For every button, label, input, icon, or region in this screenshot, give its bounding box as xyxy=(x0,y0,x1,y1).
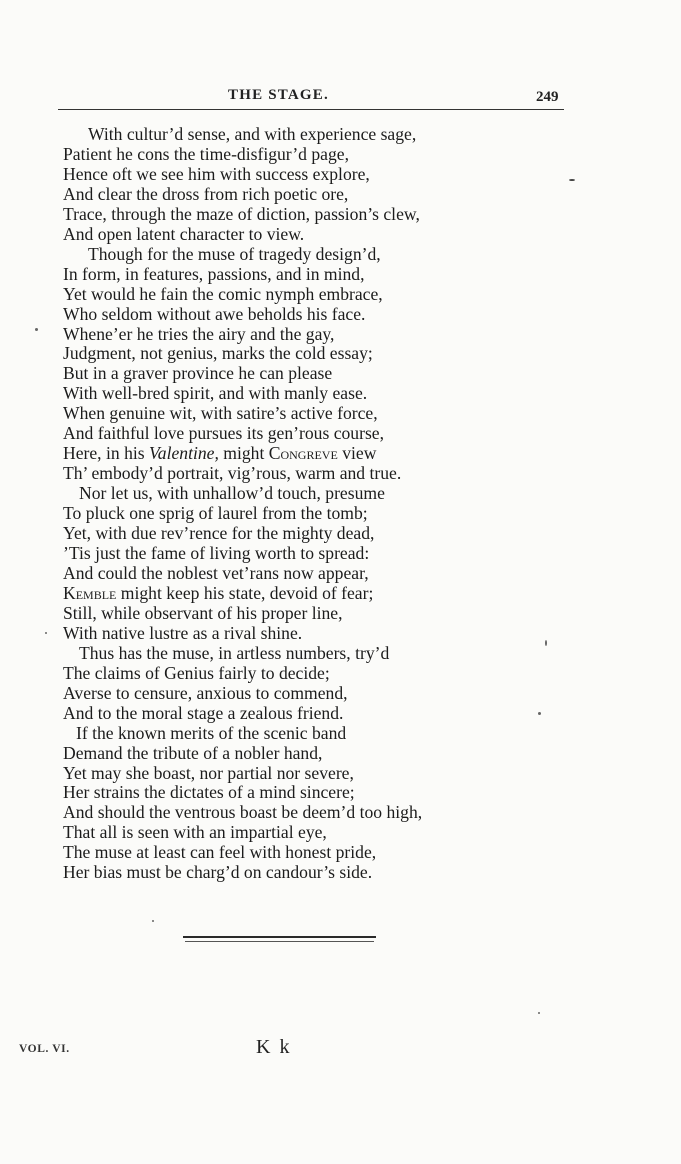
verse-line: Trace, through the maze of diction, passion’s clew, xyxy=(63,203,420,224)
verse-line: Nor let us, with unhallow’d touch, presume xyxy=(79,483,385,504)
name-congreve: Congreve xyxy=(268,443,338,464)
verse-line: With native lustre as a rival shine. xyxy=(63,622,303,643)
verse-line: And should the ventrous boast be deem’d too high, xyxy=(63,802,423,823)
closing-double-rule xyxy=(183,936,376,943)
verse-line: To pluck one sprig of laurel from the tomb; xyxy=(63,503,368,524)
verse-segment: view xyxy=(337,443,377,464)
verse-segment: might xyxy=(218,443,269,464)
verse-line: When genuine wit, with satire’s active force, xyxy=(63,403,378,424)
verse-line: If the known merits of the scenic band xyxy=(76,722,347,743)
verse-line: Thus has the muse, in artless numbers, try’d xyxy=(79,642,390,663)
verse-line-congreve xyxy=(63,444,523,464)
verse-line: Averse to censure, anxious to commend, xyxy=(63,682,348,703)
poem xyxy=(63,125,523,883)
verse-line: And faithful love pursues its gen’rous course, xyxy=(63,423,385,444)
verse-line: Still, while observant of his proper line, xyxy=(63,602,343,623)
verse-line: With well-bred spirit, and with manly ease. xyxy=(63,383,368,404)
verse-line-kemble xyxy=(63,584,523,604)
verse-line: The claims of Genius fairly to decide; xyxy=(63,662,330,683)
paper-speck xyxy=(538,712,541,715)
paper-speck xyxy=(569,179,575,181)
verse-line: Her strains the dictates of a mind sincere; xyxy=(63,782,355,803)
volume-mark: VOL. VI. xyxy=(19,1043,70,1055)
paper-speck xyxy=(152,920,154,922)
verse-line: Judgment, not genius, marks the cold essay; xyxy=(63,343,373,364)
header-rule xyxy=(58,109,564,110)
verse-line: Yet, with due rev’rence for the mighty dead, xyxy=(63,523,375,544)
verse-line: The muse at least can feel with honest pride, xyxy=(63,842,377,863)
verse-line: And could the noblest vet’rans now appear, xyxy=(63,562,369,583)
paper-speck xyxy=(545,640,547,646)
closing-rule-thin xyxy=(185,941,374,942)
play-title-valentine: Valentine, xyxy=(149,443,219,464)
verse-line: And open latent character to view. xyxy=(63,223,305,244)
verse-line: That all is seen with an impartial eye, xyxy=(63,822,327,843)
paper-speck xyxy=(35,328,38,331)
verse-line: Whene’er he tries the airy and the gay, xyxy=(63,323,335,344)
verse-line: With cultur’d sense, and with experience sage, xyxy=(88,124,417,144)
verse-line: ’Tis just the fame of living worth to spread: xyxy=(63,543,370,564)
verse-line: Who seldom without awe beholds his face. xyxy=(63,303,366,324)
verse-line: In form, in features, passions, and in mind, xyxy=(63,263,365,284)
verse-line: Demand the tribute of a nobler hand, xyxy=(63,742,323,763)
verse-line: And to the moral stage a zealous friend. xyxy=(63,702,344,723)
verse-segment: might keep his state, devoid of fear; xyxy=(116,582,374,603)
verse-line: Yet may she boast, nor partial nor severe, xyxy=(63,762,354,783)
verse-line: Yet would he fain the comic nymph embrace, xyxy=(63,283,383,304)
verse-line: Though for the muse of tragedy design’d, xyxy=(88,243,381,264)
verse-line: Patient he cons the time-disfigur’d page, xyxy=(63,143,349,164)
verse-segment: Here, in his xyxy=(63,443,149,464)
running-head-title: THE STAGE. xyxy=(228,87,329,103)
verse-line: Her bias must be charg’d on candour’s side. xyxy=(63,862,373,883)
verse-line: And clear the dross from rich poetic ore, xyxy=(63,183,349,204)
paper-speck xyxy=(45,632,47,634)
signature-mark: K k xyxy=(256,1036,292,1058)
verse-line: Th’ embody’d portrait, vig’rous, warm and true. xyxy=(63,463,402,484)
verse-line: But in a graver province he can please xyxy=(63,363,333,384)
paper-speck xyxy=(538,1012,540,1014)
name-kemble: Kemble xyxy=(63,582,117,603)
verse-line: Hence oft we see him with success explore, xyxy=(63,163,370,184)
closing-rule-thick xyxy=(183,936,376,938)
page-number: 249 xyxy=(536,89,559,105)
running-head xyxy=(0,87,681,111)
